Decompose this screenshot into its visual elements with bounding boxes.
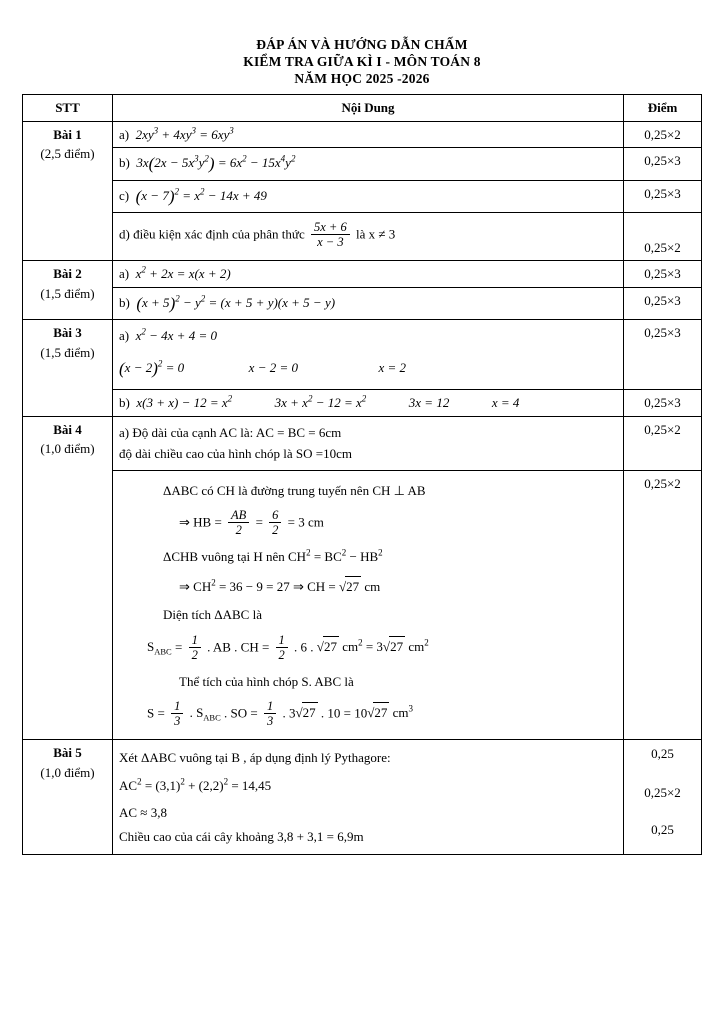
sqrt-radicand: 27 [345, 576, 361, 597]
table-row [23, 416, 702, 470]
math-4b-line8 [119, 700, 617, 729]
answer-key-table [22, 94, 702, 855]
stt-cell-bai-4 [23, 416, 113, 740]
fraction-denominator: 3 [174, 714, 181, 728]
table-row [23, 180, 702, 213]
stt-cell-bai-1 [23, 121, 113, 261]
header-line-2: KIỂM TRA GIỮA KÌ I - MÔN TOÁN 8 [243, 54, 481, 69]
bai-4-points: (1,0 điểm) [40, 441, 95, 456]
fraction-1-2-b [276, 633, 288, 662]
bai-5-points: (1,0 điểm) [40, 764, 95, 780]
score-bai-1a: 0,25×2 [624, 121, 702, 148]
sqrt-radicand: 27 [389, 636, 405, 657]
content-bai-2b [113, 287, 624, 320]
table-row [23, 320, 702, 390]
item-label-2b: b) [119, 294, 130, 310]
table-row [23, 148, 702, 181]
fraction-numerator: 5x + 6 [311, 220, 350, 235]
math-4b-line6 [119, 634, 617, 663]
area-mid-2: . 6 . [294, 638, 314, 654]
area-symbol: $S_{ABC}$ [147, 638, 172, 657]
fraction-numerator: 1 [189, 633, 201, 648]
math-4b-line3: ΔCHB vuông tại H nên $CH^2 = BC^2 - HB^2$ [163, 547, 383, 564]
math-4a-line1: a) Độ dài của cạnh AC là: AC = BC = 6cm [119, 424, 342, 440]
math-3a-step3: x = 2 [378, 359, 407, 375]
fraction-denominator: 2 [272, 523, 279, 537]
math-3a-line2 [119, 356, 617, 382]
fraction-ab-2 [228, 508, 249, 537]
bai-2-points: (1,5 điểm) [40, 285, 95, 301]
fraction-denominator: 3 [266, 714, 274, 728]
column-header-stt: STT [23, 95, 113, 122]
sqrt-icon: √ [338, 578, 347, 594]
sqrt-radicand: 27 [302, 702, 318, 723]
stt-cell-bai-3 [23, 320, 113, 417]
fraction-denominator: x − 3 [317, 235, 344, 249]
area-unit-2: $cm^2$ [408, 637, 429, 654]
math-3b-step1: $x(3 + x) - 12 = x^2$ [133, 393, 233, 410]
content-bai-1c [113, 180, 624, 213]
math-2a: $x^2 + 2x = x(x + 2)$ [132, 264, 231, 281]
score-bai-2b: 0,25×3 [624, 287, 702, 320]
math-3b-step4: x = 4 [491, 395, 520, 410]
sqrt-icon: √ [295, 705, 303, 721]
table-row [23, 213, 702, 261]
fraction-1-2-a [189, 633, 201, 662]
fraction-denominator: 2 [235, 523, 242, 537]
column-header-content: Nội Dung [113, 95, 624, 122]
math-3a-line1 [119, 326, 617, 346]
fraction-1-3-b [264, 699, 276, 728]
header-line-1: ĐÁP ÁN VÀ HƯỚNG DẪN CHẤM [256, 37, 468, 52]
math-5-line2: $AC^2 = (3,1)^2 + (2,2)^2 = 14,45$ [119, 776, 272, 793]
math-3b-step3: 3x = 12 [408, 395, 450, 410]
tail-1d: là x ≠ 3 [355, 226, 396, 242]
score-bai-5-c: 0,25 [651, 822, 674, 837]
score-bai-4b: 0,25×2 [624, 470, 702, 740]
math-1b: $3x(2x - 5x^3y^2) = 6x^2 - 15x^4y^2$ [133, 153, 296, 173]
sqrt-radicand: 27 [373, 702, 389, 723]
content-bai-1a [113, 121, 624, 148]
bai-5-label: Bài 5 [53, 745, 82, 760]
score-bai-3b: 0,25×3 [624, 390, 702, 417]
item-label-1c: c) [119, 187, 130, 203]
column-header-score: Điểm [624, 95, 702, 122]
score-bai-3a: 0,25×3 [624, 320, 702, 390]
content-bai-5 [113, 740, 624, 855]
volume-unit: $cm^3$ [392, 704, 413, 721]
score-bai-5-a: 0,25 [651, 746, 674, 761]
item-label-3a: a) [119, 328, 130, 343]
fraction-1-3-a [171, 699, 183, 728]
math-5-line1: Xét ΔABC vuông tại B , áp dụng định lý Pythagore: [119, 750, 391, 765]
math-5-line4: Chiều cao của cái cây khoảng 3,8 + 3,1 = 6,9m [119, 828, 364, 844]
table-row [23, 121, 702, 148]
score-bai-2a: 0,25×3 [624, 261, 702, 288]
math-1c: $(x - 7)^2 = x^2 - 14x + 49$ [135, 186, 267, 206]
content-bai-4b [113, 470, 624, 740]
math-5-line3: AC ≈ 3,8 [119, 805, 167, 820]
fraction-numerator: 6 [269, 508, 281, 523]
math-3b-step2: $3x + x^2 - 12 = x^2$ [274, 393, 367, 410]
hb-tail: = 3 cm [287, 514, 324, 530]
bai-1-label: Bài 1 [53, 126, 82, 142]
content-bai-1d [113, 213, 624, 261]
fraction-numerator: AB [228, 508, 249, 523]
table-row [23, 261, 702, 288]
table-row [23, 287, 702, 320]
hb-prefix: ⇒ HB = [179, 514, 222, 530]
fraction-numerator: 1 [171, 699, 183, 714]
volume-mid-4: . 10 = 10 [320, 705, 368, 721]
table-row [23, 470, 702, 740]
math-1a: $2xy^3 + 4xy^3 = 6xy^3$ [132, 125, 234, 142]
sqrt-icon: √ [316, 638, 324, 654]
content-bai-1b [113, 148, 624, 181]
volume-mid-2: . SO = [224, 705, 258, 721]
table-row [23, 390, 702, 417]
volume-prefix: S = [147, 705, 165, 721]
math-4b-line4: ⇒ $CH^2 = 36 - 9 = 27$ ⇒ CH = √27 cm [119, 576, 617, 597]
stt-cell-bai-5 [23, 740, 113, 855]
item-label-3b: b) [119, 395, 130, 410]
item-label-1d: d) điều kiện xác định của phân thức [119, 226, 305, 242]
stt-cell-bai-2 [23, 261, 113, 320]
volume-mid-1: . $S_{ABC}$ [189, 705, 221, 724]
score-bai-5 [624, 740, 702, 855]
volume-mid-3: . 3 [282, 705, 296, 721]
score-bai-1d: 0,25×2 [624, 213, 702, 261]
equals-sign: = [174, 638, 183, 654]
content-bai-4a [113, 416, 624, 470]
unit-cm: cm [364, 578, 381, 594]
bai-2-label: Bài 2 [53, 266, 82, 281]
fraction-1d [311, 220, 350, 249]
math-4b-line7: Thể tích của hình chóp S. ABC là [179, 673, 354, 689]
math-3a-step1: $(x - 2)^2 = 0$ [119, 358, 185, 378]
score-bai-4a: 0,25×2 [624, 416, 702, 470]
document-header [22, 36, 702, 87]
content-bai-3a [113, 320, 624, 390]
math-2b: $(x + 5)^2 - y^2 = (x + 5 + y)(x + 5 - y)$ [136, 293, 336, 313]
item-label-1a: a) [119, 126, 130, 142]
fraction-denominator: 2 [191, 647, 198, 662]
math-4b-line5: Diện tích ΔABC là [163, 607, 262, 622]
fraction-6-2 [269, 508, 281, 537]
header-line-3: NĂM HỌC 2025 -2026 [294, 71, 430, 86]
sqrt-icon: √ [367, 705, 375, 721]
math-4b-line1: ΔABC có CH là đường trung tuyến nên CH ⊥ AB [163, 482, 426, 498]
math-3a-step2: x − 2 = 0 [248, 359, 298, 375]
table-header-row [23, 95, 702, 122]
bai-4-label: Bài 4 [53, 421, 82, 437]
score-bai-5-b: 0,25×2 [644, 785, 681, 800]
area-unit-1: $cm^2 = 3$ [342, 637, 383, 654]
area-mid-1: . AB . CH = [207, 638, 270, 654]
content-bai-2a [113, 261, 624, 288]
item-label-1b: b) [119, 155, 130, 170]
score-bai-1c: 0,25×3 [624, 180, 702, 213]
table-row [23, 740, 702, 855]
equals-sign: = [255, 514, 263, 530]
score-bai-1b: 0,25×3 [624, 148, 702, 181]
math-4a-line2: độ dài chiều cao của hình chóp là SO =10cm [119, 446, 352, 461]
math-3a-eq: $x^2 - 4x + 4 = 0$ [132, 326, 217, 343]
math-4b-line2 [119, 509, 617, 538]
item-label-2a: a) [119, 266, 130, 281]
content-bai-3b [113, 390, 624, 417]
bai-3-points: (1,5 điểm) [40, 344, 95, 360]
fraction-numerator: 1 [276, 633, 288, 648]
sqrt-icon: √ [382, 638, 391, 654]
bai-1-points: (2,5 điểm) [40, 146, 95, 161]
bai-3-label: Bài 3 [53, 325, 82, 340]
sqrt-radicand: 27 [323, 636, 339, 657]
fraction-denominator: 2 [278, 647, 285, 662]
fraction-numerator: 1 [264, 699, 276, 714]
